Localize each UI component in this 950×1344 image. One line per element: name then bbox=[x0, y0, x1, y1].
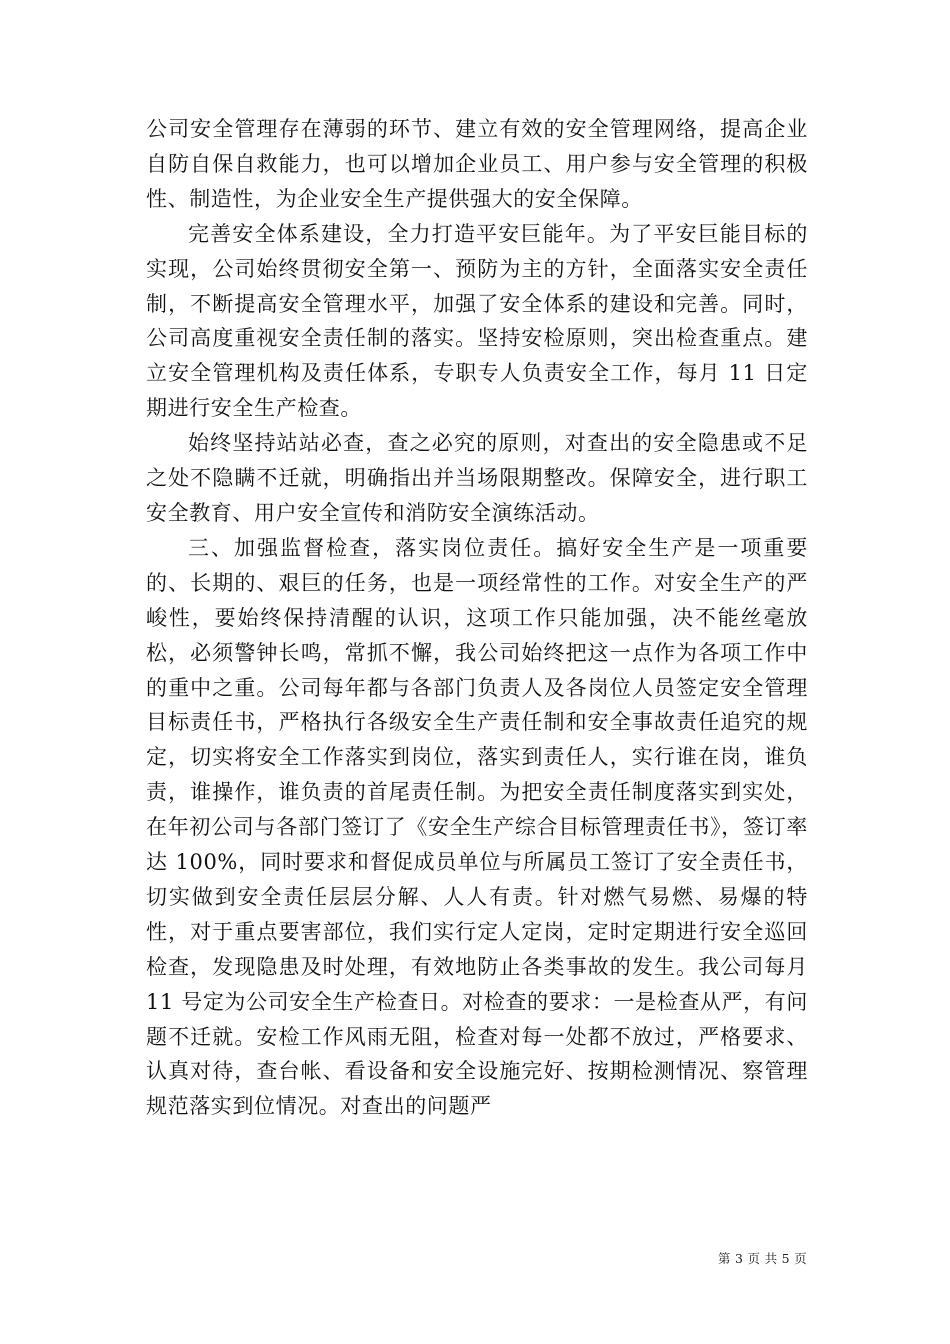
paragraph-supervision-responsibility: 三、加强监督检查，落实岗位责任。搞好安全生产是一项重要的、长期的、艰巨的任务，也是一项经常性的工作。对安全生产的严峻性，要始终保持清醒的认识，这项工作只能加强，决不能丝毫放松，必须警钟长鸣，常抓不懈，我公司始终把这一点作为各项工作中的重中之重。公司每年都与各部门负责人及各岗位人员签定安全管理目标责任书，严格执行各级安全生产责任制和安全事故责任追究的规定，切实将安全工作落实到岗位，落实到责任人，实行谁在岗，谁负责，谁操作，谁负责的首尾责任制。为把安全责任制度落实到实处，在年初公司与各部门签订了《安全生产综合目标管理责任书》，签订率达 100%，同时要求和督促成员单位与所属员工签订了安全责任书，切实做到安全责任层层分解、人人有责。针对燃气易燃、易爆的特性，对于重点要害部位，我们实行定人定岗，定时定期进行安全巡回检查，发现隐患及时处理，有效地防止各类事故的发生。我公司每月 11 号定为公司安全生产检查日。对检查的要求：一是检查从严，有问题不迁就。安检工作风雨无阻，检查对每一处都不放过，严格要求、认真对待，查台帐、看设备和安全设施完好、按期检测情况、察管理规范落实到位情况。对查出的问题严 bbox=[146, 535, 808, 1119]
page-number-footer: 第 3 页 共 5 页 bbox=[717, 1251, 807, 1266]
paragraph-continuation: 公司安全管理存在薄弱的环节、建立有效的安全管理网络，提高企业自防自保自救能力，也可以增加企业员工、用户参与安全管理的积极性、制造性，为企业安全生产提供强大的安全保障。 bbox=[146, 117, 808, 211]
paragraph-inspection-principle: 始终坚持站站必查，查之必究的原则，对查出的安全隐患或不足之处不隐瞒不迁就，明确指出并当场限期整改。保障安全，进行职工安全教育、用户安全宣传和消防安全演练活动。 bbox=[146, 431, 808, 525]
document-body bbox=[146, 112, 808, 1124]
paragraph-safety-system: 完善安全体系建设，全力打造平安巨能年。为了平安巨能目标的实现，公司始终贯彻安全第一、预防为主的方针，全面落实安全责任制，不断提高安全管理水平，加强了安全体系的建设和完善。同时，公司高度重视安全责任制的落实。坚持安检原则，突出检查重点。建立安全管理机构及责任体系，专职专人负责安全工作，每月 11 日定期进行安全生产检查。 bbox=[146, 221, 808, 421]
